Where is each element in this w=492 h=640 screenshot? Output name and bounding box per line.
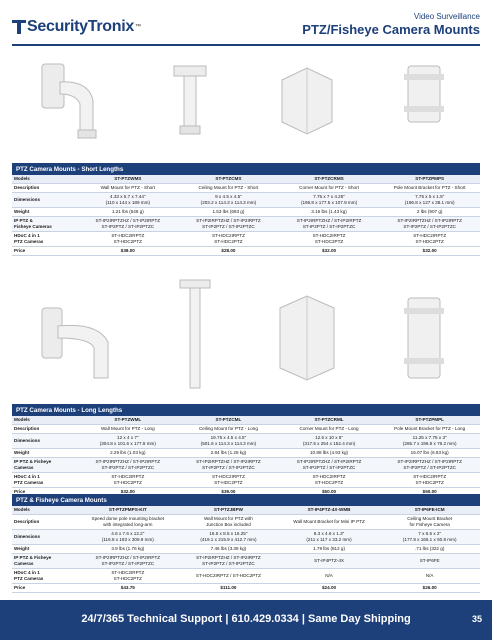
table-cell: 1.79 lbs (812 g) (279, 544, 380, 553)
ceiling-mount-long-image (170, 278, 220, 398)
table-cell: ST-IP2IRPTZHZ / ST-IP2IRPTZ ST-IP2PTZ / ST-IP2PTZC (178, 457, 279, 472)
table-cell: 2.84 lbs (1.28 kg) (178, 448, 279, 457)
table-cell: $38.00 (78, 246, 179, 255)
column-header: Models (12, 175, 78, 183)
row-label: Description (12, 424, 78, 433)
table-row (12, 544, 480, 553)
table-cell: ST-IP2IRPTZHZ / ST-IP2IRPTZ ST-IP2PTZ / ST-IP2PTZC (78, 457, 179, 472)
column-header: Models (12, 416, 78, 424)
table-cell: ST-HDC2IRPTZ ST-HDC2PTZ (279, 231, 380, 246)
table-cell: ST-IP2IRPTZHZ / ST-IP2IRPTZ ST-IP2PTZ / ST-IP2PTZC (279, 216, 380, 231)
row-label: Weight (12, 448, 78, 457)
table-cell: Wall Mount for PTZ - Short (78, 183, 179, 192)
column-header: ST-PTZPMPL (379, 416, 480, 424)
table-cell: .71 lbs (322 g) (379, 544, 480, 553)
table-cell: 19.75 x 4.5 x 4.5" (501.6 x 114.3 x 114.3 mm) (178, 433, 279, 448)
support-banner: 24/7/365 Technical Support | 610.429.0334 | Same Day Shipping (81, 613, 411, 625)
column-header: ST-PTZPMPS-KIT (78, 506, 179, 514)
section-title: PTZ Camera Mounts - Short Lengths (12, 163, 480, 175)
table-cell: ST-IP4PTZ-4X (279, 553, 380, 568)
table-cell: ST-HDC2IRPTZ ST-HDC2PTZ (379, 231, 480, 246)
row-label: Dimensions (12, 529, 78, 544)
column-header: ST-PTZCRML (279, 416, 380, 424)
table-cell: ST-HDC2IRPTZ ST-HDC2PTZ (178, 231, 279, 246)
column-header: ST-IP4PTZ-4X-WMB (279, 506, 380, 514)
page-title: PTZ/Fisheye Camera Mounts (302, 22, 480, 37)
table-cell: 7 x 6.5 x 2" (177.8 x 165.1 x 50.8 mm) (379, 529, 480, 544)
table-row (12, 514, 480, 529)
column-header: ST-PTZCRMS (279, 175, 380, 183)
table-cell: Pole Mount Bracket for PTZ - Long (379, 424, 480, 433)
column-header: ST-PTZJBPW (178, 506, 279, 514)
table-row (12, 207, 480, 216)
table-cell: 1.21 lbs (548 g) (78, 207, 179, 216)
pole-mount-short-image (394, 60, 454, 160)
table-cell: ST-IP2IRPTZHZ / ST-IP2IRPTZ ST-IP2PTZ / ST-IP2PTZC (78, 553, 179, 568)
table-cell: $24.00 (279, 583, 380, 592)
row-label: Dimensions (12, 433, 78, 448)
row-label: Price (12, 246, 78, 255)
table-cell: 7.75 x 7 x 4.25" (196.8 x 177.5 x 107.9 mm) (279, 192, 380, 207)
table-cell: 11.25 x 7.75 x 3" (285.7 x 196.8 x 76.2 mm) (379, 433, 480, 448)
corner-mount-long-image (272, 278, 342, 398)
corner-mount-short-image (272, 60, 342, 160)
table-row (12, 246, 480, 255)
table-cell: 12 x 4 x 7" (304.8 x 101.6 x 177.8 mm) (78, 433, 179, 448)
table-cell: 3.16 lbs (1.43 kg) (279, 207, 380, 216)
security-tronix-logo (12, 18, 141, 36)
row-label: IP PTZ & Fisheye Cameras (12, 457, 78, 472)
section-ptz-fisheye (12, 494, 480, 593)
row-label: Weight (12, 544, 78, 553)
pole-mount-long-image (394, 278, 454, 398)
table-cell: Ceiling Mount for PTZ - Long (178, 424, 279, 433)
table-cell: 2 lbs (907 g) (379, 207, 480, 216)
table-cell: 10.88 lbs (4.93 kg) (279, 448, 380, 457)
table-cell: 16.5 x 8.5 x 16.25" (419.1 x 215.9 x 412.7 mm) (178, 529, 279, 544)
table-cell: $39.00 (178, 487, 279, 496)
table-cell: ST-IP2IRPTZHZ / ST-IP2IRPTZ ST-IP2PTZ / ST-IP2PTZC (279, 457, 380, 472)
row-label: Description (12, 514, 78, 529)
row-label: Price (12, 583, 78, 592)
page-footer (0, 600, 492, 640)
table-cell: $28.00 (178, 246, 279, 255)
table-row (12, 529, 480, 544)
table-cell: Ceiling Mount for PTZ - Short (178, 183, 279, 192)
product-images-short (12, 52, 480, 160)
table-header-row (12, 506, 480, 514)
table-row (12, 231, 480, 246)
table-cell: ST-HDC2IRPTZ ST-HDC2PTZ (178, 472, 279, 487)
table-cell: ST-HDC2IRPTZ ST-HDC2PTZ (78, 568, 179, 583)
table-cell: Ceiling Mount Bracket for Fisheye Camera (379, 514, 480, 529)
table-cell: ST-HDC2IRPTZ ST-HDC2PTZ (78, 231, 179, 246)
table-cell: 7.75 x 5 x 1.5" (196.8 x 127 x 38.1 mm) (379, 192, 480, 207)
logo-brand-text: Security (27, 18, 88, 35)
column-header: Models (12, 506, 78, 514)
column-header: ST-PTZCML (178, 416, 279, 424)
logo-mark-icon (12, 20, 26, 34)
ceiling-mount-short-image (160, 60, 220, 160)
section-title: PTZ & Fisheye Camera Mounts (12, 494, 480, 506)
page-number: 35 (471, 614, 482, 624)
table-cell: $32.00 (78, 487, 179, 496)
product-images-long (12, 268, 480, 398)
table-cell: 4.33 x 5.7 x 7.44" (110 x 144 x 189 mm) (78, 192, 179, 207)
row-label: Weight (12, 207, 78, 216)
table-row (12, 183, 480, 192)
table-cell: ST-IP6FE (379, 553, 480, 568)
table-row (12, 583, 480, 592)
table-cell: 8.3 x 4.6 x 1.3" (211 x 117 x 33.2 mm) (279, 529, 380, 544)
table-row (12, 553, 480, 568)
table-cell: Wall Mount for PTZ with Junction Box included (178, 514, 279, 529)
table-header-row (12, 175, 480, 183)
spec-table-long (12, 416, 480, 497)
column-header: ST-PTZCMS (178, 175, 279, 183)
table-cell: Corner Mount for PTZ - Long (279, 424, 380, 433)
table-cell: Pole Mount Bracket for PTZ - Short (379, 183, 480, 192)
table-row (12, 448, 480, 457)
row-label: Dimensions (12, 192, 78, 207)
table-cell: Wall Mount Bracket for Mini IP PTZ (279, 514, 380, 529)
column-header: ST-PTZPMPS (379, 175, 480, 183)
table-cell: 12.5 x 10 x 6" (317.5 x 254 x 152.4 mm) (279, 433, 380, 448)
row-label: HDoC 4 in 1 PTZ Cameras (12, 568, 78, 583)
header-divider (12, 44, 480, 46)
table-row (12, 472, 480, 487)
column-header: ST-PTZWML (78, 416, 179, 424)
column-header: ST-PTZWMS (78, 175, 179, 183)
table-row (12, 424, 480, 433)
table-cell: $50.00 (279, 487, 380, 496)
table-cell: ST-HDC2IRPTZ ST-HDC2PTZ (78, 472, 179, 487)
table-cell: ST-IP2IRPTZHZ / ST-IP2IRPTZ ST-IP2PTZ / ST-IP2PTZC (178, 216, 279, 231)
table-cell: Wall Mount for PTZ - Long (78, 424, 179, 433)
table-row (12, 216, 480, 231)
trademark-icon: ™ (134, 24, 141, 30)
logo-suffix-text: Tronix (87, 18, 134, 35)
table-cell: Speed dome pole mounting bracket with integrated long-arm (78, 514, 179, 529)
table-cell: 15.07 lbs (6.83 kg) (379, 448, 480, 457)
row-label: IP PTZ & Fisheye Cameras (12, 216, 78, 231)
table-cell: ST-HDC2IRPTZ / ST-HDC2PTZ (178, 568, 279, 583)
table-cell: $32.00 (379, 246, 480, 255)
table-cell: ST-IP2IRPTZHZ / ST-IP2IRPTZ ST-IP2PTZ / ST-IP2PTZC (379, 457, 480, 472)
table-cell: ST-IP2IRPTZHZ / ST-IP2IRPTZ ST-IP2PTZ / ST-IP2PTZC (379, 216, 480, 231)
table-cell: $50.00 (379, 487, 480, 496)
table-cell: $43.75 (78, 583, 179, 592)
row-label: HDoC 4 in 1 PTZ Cameras (12, 472, 78, 487)
table-cell: ST-IP2IRPTZHZ / ST-IP2IRPTZ ST-IP2PTZ / ST-IP2PTZC (178, 553, 279, 568)
section-title: PTZ Camera Mounts - Long Lengths (12, 404, 480, 416)
table-cell: N/A (379, 568, 480, 583)
wall-mount-short-image (38, 60, 108, 160)
table-cell: ST-HDC2IRPTZ ST-HDC2PTZ (279, 472, 380, 487)
section-long-lengths (12, 404, 480, 497)
section-short-lengths (12, 163, 480, 256)
table-cell: $26.00 (379, 583, 480, 592)
spec-table-fisheye (12, 506, 480, 593)
header-subtitle: Video Surveillance (413, 12, 480, 21)
table-row (12, 192, 480, 207)
row-label: IP PTZ & Fisheye Cameras (12, 553, 78, 568)
table-header-row (12, 416, 480, 424)
row-label: HDoC 4 in 1 PTZ Cameras (12, 231, 78, 246)
spec-table-short (12, 175, 480, 256)
table-cell: Corner Mount for PTZ - Short (279, 183, 380, 192)
table-cell: N/A (279, 568, 380, 583)
table-cell: ST-HDC2IRPTZ ST-HDC2PTZ (379, 472, 480, 487)
wall-mount-long-image (38, 278, 118, 398)
table-cell: $32.00 (279, 246, 380, 255)
row-label: Description (12, 183, 78, 192)
table-row (12, 433, 480, 448)
table-cell: 7.46 lbs (3.38 kg) (178, 544, 279, 553)
table-row (12, 457, 480, 472)
table-cell: 1.53 lbs (693 g) (178, 207, 279, 216)
table-cell: $111.00 (178, 583, 279, 592)
table-cell: 3.9 lbs (1.76 kg) (78, 544, 179, 553)
page-header (0, 0, 492, 50)
table-cell: 2.29 lbs (1.03 kg) (78, 448, 179, 457)
table-cell: ST-IP2IRPTZHZ / ST-IP2IRPTZ ST-IP2PTZ / ST-IP2PTZC (78, 216, 179, 231)
table-cell: 4.6 x 7.6 x 12.2" (116.8 x 193 x 309.9 mm) (78, 529, 179, 544)
column-header: ST-IP6FE-ICM (379, 506, 480, 514)
table-row (12, 568, 480, 583)
row-label: Price (12, 487, 78, 496)
table-cell: 9 x 4.5 x 4.5" (203.2 x 114.3 x 114.3 mm) (178, 192, 279, 207)
